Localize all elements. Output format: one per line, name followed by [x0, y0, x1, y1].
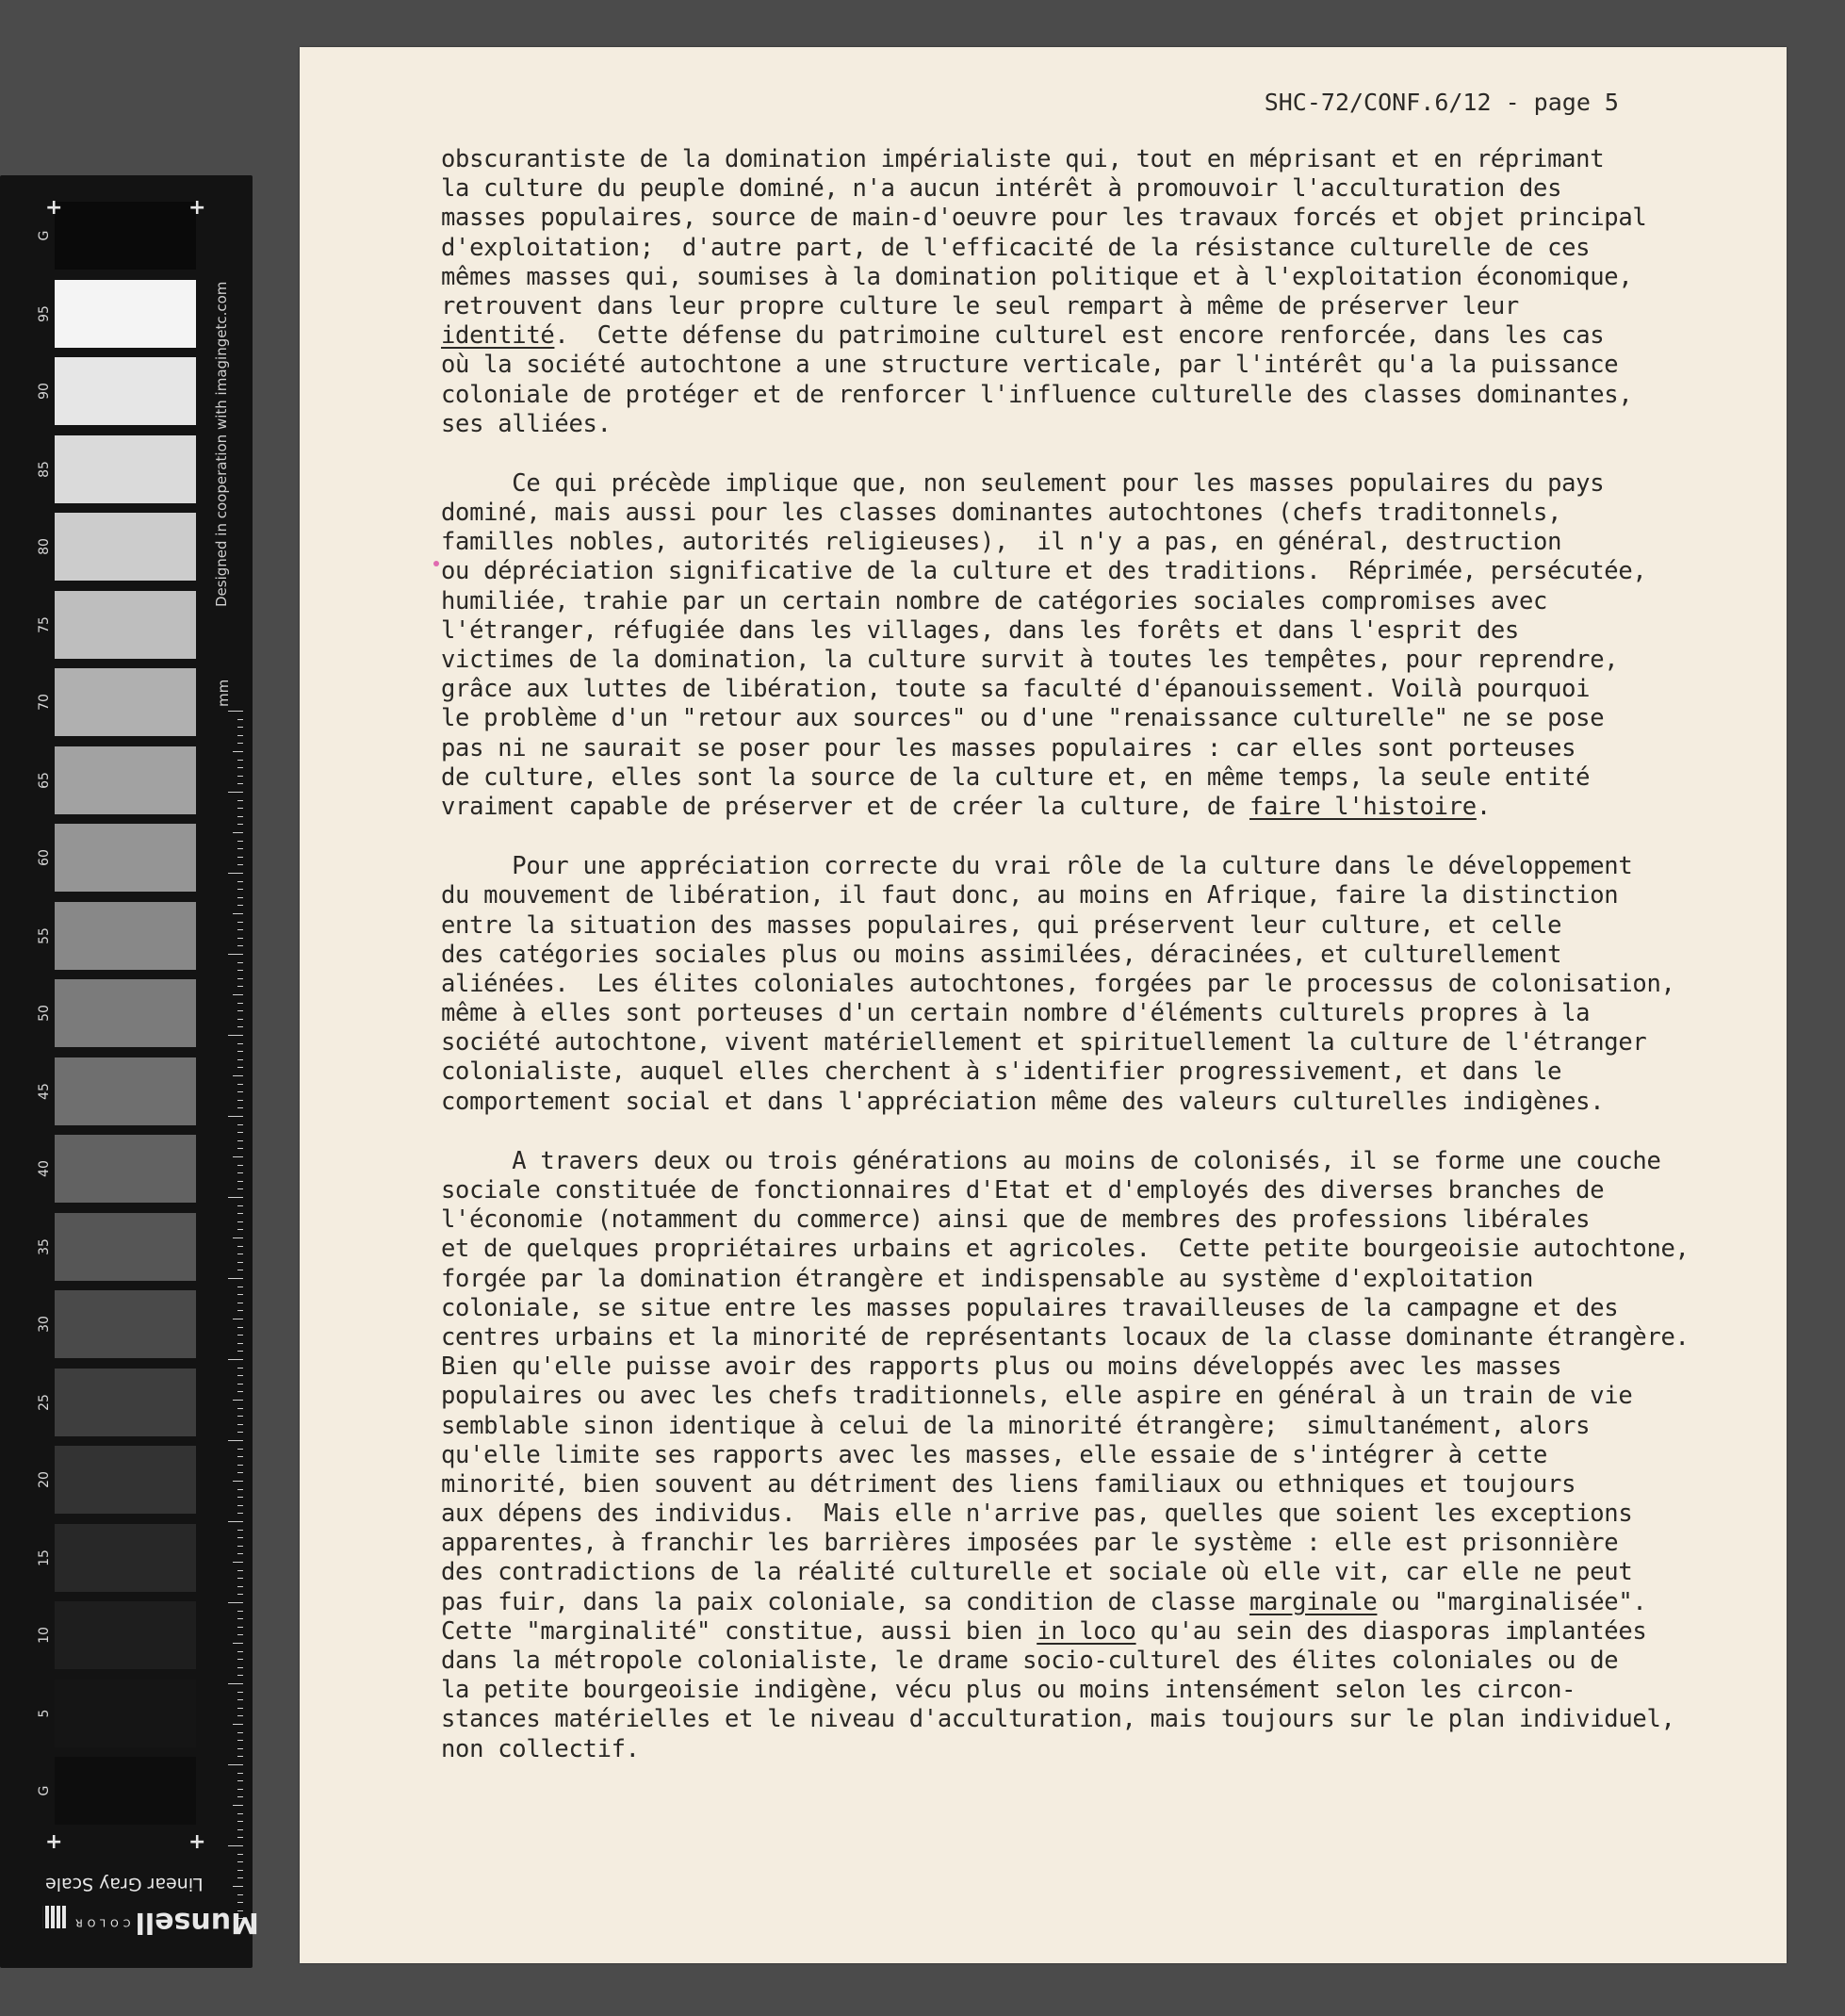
ruler-tick	[237, 1756, 243, 1757]
gray-patch	[55, 824, 196, 892]
text-line: d'exploitation; d'autre part, de l'efficacité de la résistance culturelle de ces	[441, 233, 1591, 262]
text-line: victimes de la domination, la culture survit à toutes les tempêtes, pour reprendre,	[441, 646, 1619, 674]
ruler-tick	[237, 929, 243, 930]
ruler-tick	[228, 1845, 243, 1846]
text-line: comportement social et dans l'appréciation même des valeurs culturelles indigènes.	[441, 1087, 1605, 1116]
ruler-tick	[237, 1692, 243, 1693]
ruler-tick	[237, 1537, 243, 1538]
ruler-tick	[237, 1513, 243, 1514]
ruler-tick	[237, 1010, 243, 1011]
patch-label: 85	[37, 460, 52, 478]
ruler-tick	[237, 1091, 243, 1092]
ruler-tick	[237, 962, 243, 963]
ruler-tick	[237, 1489, 243, 1490]
ruler-tick	[228, 1602, 243, 1603]
registration-plus-icon: +	[45, 196, 63, 220]
text-line: le problème d'un "retour aux sources" ou d'une "renaissance culturelle" ne se pose	[441, 704, 1605, 733]
ruler-tick	[233, 1562, 243, 1563]
ruler-tick	[233, 1724, 243, 1725]
text-line: et de quelques propriétaires urbains et agricoles. Cette petite bourgeoisie autochtone,	[441, 1235, 1690, 1264]
text-line: des contradictions de la réalité culturelle et sociale où elle vit, car elle ne peut	[441, 1558, 1633, 1587]
ruler-tick	[237, 1026, 243, 1027]
ruler-tick	[237, 1699, 243, 1700]
ruler-tick	[237, 1148, 243, 1149]
text-line: de culture, elles sont la source de la culture et, en même temps, la seule entité	[441, 762, 1591, 792]
ruler-tick	[237, 1449, 243, 1450]
underlined-text: marginale	[1249, 1587, 1378, 1616]
ruler-tick	[237, 1019, 243, 1020]
ruler-tick	[237, 1003, 243, 1004]
text-line: Cette "marginalité" constitue, aussi bien in loco qu'au sein des diasporas implantées	[441, 1616, 1647, 1646]
registration-plus-icon: +	[188, 196, 206, 220]
ruler-tick	[233, 832, 243, 833]
text-line: l'étranger, réfugiée dans les villages, dans les forêts et dans l'esprit des	[441, 615, 1519, 645]
patch-label: 55	[37, 926, 52, 944]
ruler-tick	[237, 1107, 243, 1108]
ruler-tick	[237, 1651, 243, 1652]
gray-patch	[55, 746, 196, 814]
text-line: coloniale de protéger et de renforcer l'influence culturelle des classes dominantes,	[441, 380, 1633, 409]
patch-label: 15	[37, 1549, 52, 1566]
text-line: masses populaires, source de main-d'oeuvre pour les travaux forcés et objet principal	[441, 204, 1647, 233]
patch-label: 25	[37, 1393, 52, 1411]
ruler-tick	[237, 905, 243, 906]
ruler-tick	[237, 1335, 243, 1336]
text-line: même à elles sont porteuses d'un certain nombre d'éléments culturels propres à la	[441, 999, 1591, 1028]
ink-mark	[433, 561, 439, 566]
patch-label: G	[37, 230, 52, 241]
gray-patch	[55, 591, 196, 659]
ruler-tick	[233, 1805, 243, 1806]
text-line: stances matérielles et le niveau d'acculturation, mais toujours sur le plan individuel,	[441, 1705, 1675, 1734]
gray-patch	[55, 1680, 196, 1747]
ruler-tick	[237, 1854, 243, 1855]
gray-patch	[55, 1446, 196, 1514]
gray-patch	[55, 1135, 196, 1203]
patch-label: 70	[37, 694, 52, 711]
underlined-text: faire l'histoire	[1249, 792, 1477, 821]
ruler-tick	[237, 1368, 243, 1369]
ruler-tick	[237, 735, 243, 736]
ruler-tick	[237, 808, 243, 809]
ruler-tick	[237, 776, 243, 777]
ruler-tick	[237, 1877, 243, 1878]
text-line: ou dépréciation significative de la culture et des traditions. Réprimée, persécutée,	[441, 557, 1647, 586]
text-line: des catégories sociales plus ou moins assimilées, déracinées, et culturellement	[441, 940, 1562, 969]
ruler-tick	[237, 727, 243, 728]
ruler-tick	[237, 1553, 243, 1554]
ruler-tick	[237, 1172, 243, 1173]
text-line: dominé, mais aussi pour les classes dominantes autochtones (chefs traditonnels,	[441, 499, 1562, 528]
ruler-tick	[237, 938, 243, 939]
brand-sub: COLOR	[71, 1916, 131, 1929]
ruler-tick	[237, 1221, 243, 1222]
ruler-tick	[237, 1310, 243, 1311]
ruler-tick	[228, 1035, 243, 1036]
brand-name: Munsell	[135, 1906, 259, 1939]
ruler-tick	[237, 1067, 243, 1068]
gray-patch	[55, 435, 196, 503]
ruler-tick	[237, 986, 243, 987]
ruler-tick	[237, 1205, 243, 1206]
text-line: ses alliées.	[441, 409, 612, 438]
ruler-tick	[237, 1902, 243, 1903]
text-line: identité. Cette défense du patrimoine culturel est encore renforcée, dans les cas	[441, 321, 1605, 351]
ruler-tick	[237, 1708, 243, 1709]
patch-label: 10	[37, 1627, 52, 1644]
ruler-tick	[233, 751, 243, 752]
patch-label: 90	[37, 383, 52, 400]
ruler-tick	[228, 1278, 243, 1279]
text-line: non collectif.	[441, 1734, 640, 1763]
paragraph	[441, 852, 1779, 1117]
gray-patch	[55, 1213, 196, 1281]
text-line: coloniale, se situe entre les masses populaires travailleuses de la campagne et des	[441, 1293, 1619, 1322]
text-line: retrouvent dans leur propre culture le seul rempart à même de préserver leur	[441, 291, 1519, 320]
ruler-tick	[237, 760, 243, 761]
gray-patch	[55, 1524, 196, 1592]
text-line: dans la métropole colonialiste, le drame socio-culturel des élites coloniales ou de	[441, 1647, 1619, 1675]
gray-patch	[55, 513, 196, 581]
document-page	[300, 47, 1787, 1963]
patch-label: 20	[37, 1471, 52, 1488]
ruler-tick	[233, 1075, 243, 1076]
text-line: populaires ou avec les chefs traditionnels, elle aspire en général à un train de vie	[441, 1382, 1633, 1411]
text-line: pas fuir, dans la paix coloniale, sa condition de classe marginale ou "marginalisée".	[441, 1587, 1647, 1616]
ruler-tick	[237, 1667, 243, 1668]
ruler-tick	[228, 873, 243, 874]
ruler-tick	[237, 970, 243, 971]
ruler-tick	[237, 848, 243, 849]
ruler-tick	[233, 1156, 243, 1157]
ruler-tick	[237, 824, 243, 825]
ruler-tick	[237, 767, 243, 768]
text-line: humiliée, trahie par un certain nombre de catégories sociales compromises avec	[441, 586, 1548, 615]
document-body	[441, 145, 1779, 1795]
patch-label: 30	[37, 1316, 52, 1333]
ruler-tick	[237, 897, 243, 898]
ruler-tick	[237, 1634, 243, 1635]
ruler-tick	[237, 1611, 243, 1612]
text-line: aliénées. Les élites coloniales autochtones, forgées par le processus de colonisation,	[441, 969, 1675, 998]
ruler-tick	[228, 1116, 243, 1117]
registration-plus-icon: +	[188, 1830, 206, 1854]
patch-label: 95	[37, 304, 52, 322]
ruler-tick	[237, 1465, 243, 1466]
text-line: du mouvement de libération, il faut donc, au moins en Afrique, faire la distinction	[441, 881, 1619, 910]
ruler-tick	[237, 1472, 243, 1473]
ruler-tick	[237, 783, 243, 784]
text-line: centres urbains et la minorité de représentants locaux de la classe dominante étrangère.	[441, 1322, 1690, 1352]
ruler-tick	[237, 1570, 243, 1571]
text-line: obscurantiste de la domination impérialiste qui, tout en méprisant et en réprimant	[441, 145, 1605, 173]
patch-label: G	[37, 1785, 52, 1796]
text-line: sociale constituée de fonctionnaires d'Etat et d'employés des diverses branches de	[441, 1176, 1605, 1205]
text-line: la petite bourgeoisie indigène, vécu plus ou moins intensément selon les circon-	[441, 1676, 1576, 1705]
patch-label: 35	[37, 1237, 52, 1255]
ruler-tick	[237, 816, 243, 817]
ruler-tick	[237, 1343, 243, 1344]
ruler-tick	[228, 1440, 243, 1441]
text-line: A travers deux ou trois générations au moins de colonisés, il se forme une couche	[441, 1146, 1661, 1175]
ruler-tick	[237, 1715, 243, 1716]
gray-patch	[55, 902, 196, 970]
ruler-tick	[237, 1740, 243, 1741]
text-line: la culture du peuple dominé, n'a aucun intérêt à promouvoir l'acculturation des	[441, 174, 1562, 204]
ruler-tick	[233, 1400, 243, 1401]
text-line: apparentes, à franchir les barrières imposées par le système : elle est prisonnière	[441, 1529, 1619, 1558]
ruler-tick	[228, 954, 243, 955]
ruler-tick	[237, 881, 243, 882]
ruler-tick	[237, 1165, 243, 1166]
paragraph	[441, 469, 1779, 822]
ruler-tick	[237, 1132, 243, 1133]
text-line: pas ni ne saurait se poser pour les masses populaires : car elles sont porteuses	[441, 733, 1576, 762]
ruler-tick	[237, 1384, 243, 1385]
card-unit: mm	[215, 679, 232, 707]
ruler-tick	[237, 1408, 243, 1409]
ruler-tick	[228, 1764, 243, 1765]
ruler-tick	[237, 857, 243, 858]
text-line: aux dépens des individus. Mais elle n'arrive pas, quelles que soient les exceptions	[441, 1500, 1633, 1529]
ruler-tick	[237, 1627, 243, 1628]
text-line: qu'elle limite ses rapports avec les masses, elle essaie de s'intégrer à cette	[441, 1440, 1548, 1469]
ruler-tick	[237, 978, 243, 979]
ruler-tick	[237, 1391, 243, 1392]
ruler-tick	[237, 1432, 243, 1433]
ruler-tick	[237, 1578, 243, 1579]
gray-patch	[55, 1057, 196, 1125]
ruler-tick	[237, 1773, 243, 1774]
ruler-tick	[237, 1505, 243, 1506]
paragraph	[441, 145, 1779, 439]
ruler-tick	[237, 743, 243, 744]
paragraph	[441, 1147, 1779, 1764]
ruler-tick	[233, 1643, 243, 1644]
card-title: Linear Gray Scale	[45, 1874, 204, 1894]
ruler-tick	[237, 1051, 243, 1052]
text-line: où la société autochtone a une structure verticale, par l'intérêt qu'a la puissance	[441, 351, 1619, 380]
ruler-tick	[233, 1237, 243, 1238]
ruler-tick	[228, 1683, 243, 1684]
ruler-tick	[237, 1870, 243, 1871]
ruler-tick	[237, 1675, 243, 1676]
underlined-text: identité	[441, 321, 555, 351]
ruler-tick	[237, 1351, 243, 1352]
ruler-tick	[237, 719, 243, 720]
ruler-tick	[228, 1359, 243, 1360]
ruler-tick	[237, 1262, 243, 1263]
text-line: Pour une appréciation correcte du vrai rôle de la culture dans le développement	[441, 852, 1633, 881]
ruler-tick	[237, 1732, 243, 1733]
ruler-tick	[237, 1586, 243, 1587]
ruler-tick	[237, 1796, 243, 1797]
gray-patch	[55, 1601, 196, 1669]
ruler-tick	[237, 1375, 243, 1376]
ruler-tick	[233, 1886, 243, 1887]
ruler-tick	[237, 1659, 243, 1660]
ruler-tick	[237, 1246, 243, 1247]
ruler-tick	[228, 1197, 243, 1198]
gray-patch	[55, 1369, 196, 1436]
patch-label: 45	[37, 1082, 52, 1100]
ruler-tick	[237, 889, 243, 890]
ruler-tick	[237, 1188, 243, 1189]
gray-patch	[55, 280, 196, 348]
ruler-tick	[237, 1821, 243, 1822]
ruler-tick	[237, 1181, 243, 1182]
ruler-tick	[237, 1861, 243, 1862]
ruler-tick	[237, 1546, 243, 1547]
text-line: Bien qu'elle puisse avoir des rapports plus ou moins développés avec les masses	[441, 1352, 1562, 1382]
page-header: SHC-72/CONF.6/12 - page 5	[1264, 89, 1619, 116]
text-line: mêmes masses qui, soumises à la domination politique et à l'exploitation économique,	[441, 262, 1633, 291]
mm-ruler	[226, 711, 243, 1926]
ruler-tick	[228, 792, 243, 793]
munsell-grid-icon	[43, 1907, 66, 1929]
ruler-tick	[237, 1456, 243, 1457]
ruler-tick	[237, 1424, 243, 1425]
ruler-tick	[237, 800, 243, 801]
ruler-tick	[237, 1594, 243, 1595]
patch-label: 50	[37, 1005, 52, 1022]
ruler-tick	[237, 1213, 243, 1214]
ruler-tick	[237, 1124, 243, 1125]
patch-label: 65	[37, 771, 52, 789]
gray-patch	[55, 357, 196, 425]
ruler-tick	[237, 1084, 243, 1085]
text-line: société autochtone, vivent matériellement et spirituellement la culture de l'étranger	[441, 1028, 1647, 1057]
ruler-tick	[237, 1829, 243, 1830]
patch-label: 40	[37, 1160, 52, 1177]
ruler-tick	[233, 913, 243, 914]
gray-scale-card	[0, 175, 259, 1968]
ruler-tick	[237, 841, 243, 842]
text-line: entre la situation des masses populaires, qui préservent leur culture, et celle	[441, 910, 1562, 940]
text-line: minorité, bien souvent au détriment des liens familiaux ou ethniques et toujours	[441, 1469, 1576, 1499]
ruler-tick	[237, 1780, 243, 1781]
text-line: l'économie (notamment du commerce) ainsi que de membres des professions libérales	[441, 1205, 1591, 1235]
ruler-tick	[237, 1789, 243, 1790]
text-line: grâce aux luttes de libération, toute sa faculté d'épanouissement. Voilà pourquoi	[441, 675, 1591, 704]
text-line: vraiment capable de préserver et de créer la culture, de faire l'histoire.	[441, 792, 1491, 821]
ruler-tick	[228, 711, 243, 712]
registration-plus-icon: +	[45, 1830, 63, 1854]
ruler-tick	[237, 945, 243, 946]
text-line: forgée par la domination étrangère et indispensable au système d'exploitation	[441, 1264, 1534, 1293]
ruler-tick	[228, 1521, 243, 1522]
ruler-tick	[237, 1327, 243, 1328]
gray-patch	[55, 979, 196, 1047]
card-credit: Designed in cooperation with imagingetc.com	[213, 281, 230, 607]
munsell-logo-text	[43, 1906, 259, 1939]
ruler-tick	[237, 1043, 243, 1044]
ruler-tick	[237, 1100, 243, 1101]
ruler-tick	[237, 1894, 243, 1895]
ruler-tick	[237, 1813, 243, 1814]
ruler-tick	[237, 1530, 243, 1531]
ruler-tick	[237, 922, 243, 923]
text-line: colonialiste, auquel elles cherchent à s'identifier progressivement, et dans le	[441, 1057, 1562, 1087]
ruler-tick	[233, 994, 243, 995]
gray-patch	[55, 668, 196, 736]
patch-label: 75	[37, 615, 52, 633]
text-line: semblable sinon identique à celui de la minorité étrangère; simultanément, alors	[441, 1411, 1591, 1440]
gray-patch	[55, 1757, 196, 1825]
ruler-tick	[233, 1481, 243, 1482]
ruler-tick	[237, 1416, 243, 1417]
ruler-tick	[237, 1748, 243, 1749]
ruler-tick	[237, 1618, 243, 1619]
text-line: Ce qui précède implique que, non seulement pour les masses populaires du pays	[441, 468, 1605, 498]
ruler-tick	[237, 1294, 243, 1295]
underlined-text: in loco	[1037, 1616, 1136, 1646]
ruler-tick	[237, 1059, 243, 1060]
ruler-tick	[237, 1837, 243, 1838]
ruler-tick	[237, 1229, 243, 1230]
ruler-tick	[237, 1497, 243, 1498]
patch-label: 80	[37, 538, 52, 555]
patch-label: 60	[37, 849, 52, 866]
gray-patch	[55, 1290, 196, 1358]
ruler-tick	[237, 864, 243, 865]
text-line: familles nobles, autorités religieuses), il n'y a pas, en général, destruction	[441, 528, 1562, 557]
gray-patch	[55, 202, 196, 270]
ruler-tick	[237, 1140, 243, 1141]
patch-label: 5	[37, 1709, 52, 1717]
